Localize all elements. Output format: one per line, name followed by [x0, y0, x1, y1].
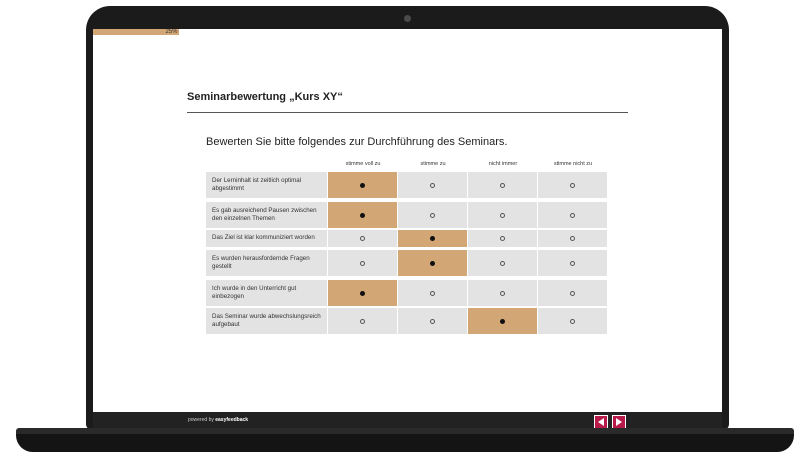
question-text: Bewerten Sie bitte folgendes zur Durchführung des Seminars.	[206, 136, 508, 148]
rating-matrix	[206, 160, 608, 328]
rating-cell[interactable]	[398, 280, 467, 306]
rating-cell[interactable]	[538, 230, 607, 247]
brand-name: easyfeedback	[215, 417, 249, 423]
chevron-left-icon	[598, 418, 604, 426]
progress-fill	[93, 29, 179, 35]
radio-empty-icon[interactable]	[570, 291, 575, 296]
matrix-row	[206, 230, 608, 247]
matrix-row	[206, 280, 608, 306]
rating-cell[interactable]	[468, 308, 537, 334]
row-label: Das Seminar wurde abwechslungsreich aufgebaut	[206, 308, 327, 334]
page-title: Seminarbewertung „Kurs XY“	[187, 91, 343, 103]
radio-selected-icon[interactable]	[430, 236, 435, 241]
radio-empty-icon[interactable]	[360, 261, 365, 266]
matrix-row	[206, 202, 608, 228]
rating-cell[interactable]	[468, 250, 537, 276]
rating-cell[interactable]	[328, 202, 397, 228]
radio-empty-icon[interactable]	[500, 236, 505, 241]
rating-cell[interactable]	[538, 250, 607, 276]
rating-cell[interactable]	[468, 280, 537, 306]
radio-empty-icon[interactable]	[570, 183, 575, 188]
rating-cell[interactable]	[468, 230, 537, 247]
rating-cell[interactable]	[398, 172, 467, 198]
rating-cell[interactable]	[398, 250, 467, 276]
row-label: Es gab ausreichend Pausen zwischen den einzelnen Themen	[206, 202, 327, 228]
row-label: Der Lerninhalt ist zeitlich optimal abgestimmt	[206, 172, 327, 198]
column-header: stimme zu	[420, 161, 446, 167]
powered-by	[188, 417, 248, 423]
radio-selected-icon[interactable]	[360, 183, 365, 188]
radio-selected-icon[interactable]	[500, 319, 505, 324]
matrix-row	[206, 250, 608, 276]
camera-icon	[404, 15, 411, 22]
progress-label: 25%	[165, 29, 178, 35]
radio-empty-icon[interactable]	[430, 319, 435, 324]
rating-cell[interactable]	[328, 172, 397, 198]
column-header: nicht immer	[488, 161, 518, 167]
radio-selected-icon[interactable]	[360, 213, 365, 218]
matrix-row	[206, 172, 608, 198]
rating-cell[interactable]	[468, 202, 537, 228]
radio-empty-icon[interactable]	[430, 291, 435, 296]
rating-cell[interactable]	[468, 172, 537, 198]
radio-empty-icon[interactable]	[570, 261, 575, 266]
laptop-base	[16, 434, 794, 452]
title-divider	[187, 112, 628, 113]
rating-cell[interactable]	[328, 280, 397, 306]
radio-empty-icon[interactable]	[570, 213, 575, 218]
row-label: Ich wurde in den Unterricht gut einbezogen	[206, 280, 327, 306]
rating-cell[interactable]	[398, 202, 467, 228]
progress-bar	[93, 29, 722, 35]
rating-cell[interactable]	[538, 172, 607, 198]
matrix-row	[206, 308, 608, 334]
rating-cell[interactable]	[328, 250, 397, 276]
radio-empty-icon[interactable]	[500, 291, 505, 296]
chevron-right-icon	[616, 418, 622, 426]
screen	[93, 29, 722, 428]
radio-empty-icon[interactable]	[570, 236, 575, 241]
previous-page-button[interactable]	[594, 415, 608, 428]
rating-cell[interactable]	[328, 308, 397, 334]
radio-selected-icon[interactable]	[360, 291, 365, 296]
row-label: Es wurden herausfordernde Fragen gestellt	[206, 250, 327, 276]
radio-empty-icon[interactable]	[430, 183, 435, 188]
rating-cell[interactable]	[328, 230, 397, 247]
radio-empty-icon[interactable]	[500, 183, 505, 188]
column-header: stimme nicht zu	[553, 161, 593, 167]
rating-cell[interactable]	[538, 202, 607, 228]
radio-empty-icon[interactable]	[500, 213, 505, 218]
rating-cell[interactable]	[538, 308, 607, 334]
rating-cell[interactable]	[398, 230, 467, 247]
radio-empty-icon[interactable]	[360, 319, 365, 324]
row-label: Das Ziel ist klar kommuniziert worden	[206, 230, 327, 247]
radio-selected-icon[interactable]	[430, 261, 435, 266]
radio-empty-icon[interactable]	[500, 261, 505, 266]
radio-empty-icon[interactable]	[570, 319, 575, 324]
column-header: stimme voll zu	[345, 161, 381, 167]
rating-cell[interactable]	[538, 280, 607, 306]
radio-empty-icon[interactable]	[430, 213, 435, 218]
next-page-button[interactable]	[612, 415, 626, 428]
matrix-header	[206, 160, 608, 172]
powered-by-prefix: powered by	[188, 417, 214, 423]
rating-cell[interactable]	[398, 308, 467, 334]
radio-empty-icon[interactable]	[360, 236, 365, 241]
footer-bar	[93, 412, 722, 428]
